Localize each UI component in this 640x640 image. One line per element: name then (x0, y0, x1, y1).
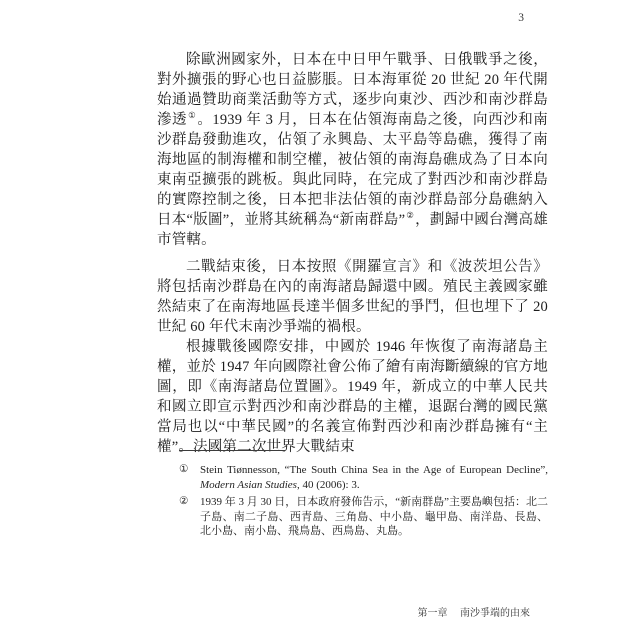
footnote-marker: ① (179, 464, 189, 475)
page-number: 3 (518, 12, 524, 24)
running-footer (418, 604, 531, 619)
body-paragraph: 根據戰後國際安排，中國於 1946 年恢復了南海諸島主權，並於 1947 年向國際社會公佈了繪有南海斷續線的官方地圖，即《南海諸島位置圖》。1949 年，新成立的中華人民共和國立即宣示對西沙和南沙群島的主權，退踞台灣的國民黨當局也以“中華民國”的名義宣佈對西沙和南沙群島擁有“主權”。法國第二次世界大戰結束 (157, 339, 548, 455)
footnote-item (179, 495, 548, 539)
footnote-marker: ② (179, 496, 189, 507)
body-text-block (157, 50, 548, 457)
footnote-text: Stein Tiønnesson, “The South China Sea in the Age of European Decline”, Modern Asian Studies, 40 (2006): 3. (200, 464, 548, 491)
footnotes-block (179, 450, 548, 542)
body-paragraph: 除歐洲國家外，日本在中日甲午戰爭、日俄戰爭之後，對外擴張的野心也日益膨脹。日本海軍從 20 世紀 20 年代開始通過贊助商業活動等方式，逐步向東沙、西沙和南沙群島滲透①。1939 年 3 月，日本在佔領海南島之後，向西沙和南沙群島發動進攻，佔領了永興島、太平島等島礁，獲得了南海地區的制海權和制空權，被佔領的南海島礁成為了日本向東南亞擴張的跳板。與此同時，在完成了對西沙和南沙群島的實際控制之後，日本把非法佔領的南沙群島部分島礁納入日本“版圖”，並將其統稱為“新南群島”②，劃歸中國台灣高雄市管轄。 (157, 52, 548, 248)
footnote-item (179, 463, 548, 492)
footer-chapter-label: 第一章 (417, 608, 448, 619)
footnote-separator-rule (179, 450, 285, 451)
body-paragraph: 二戰結束後，日本按照《開羅宣言》和《波茨坦公告》將包括南沙群島在內的南海諸島歸還中國。殖民主義國家雖然結束了在南海地區長達半個多世紀的爭鬥，但也埋下了 20 世紀 60 年代末南沙爭端的禍根。 (157, 259, 548, 335)
footnote-text: 1939 年 3 月 30 日，日本政府發佈告示，“新南群島”主要島嶼包括：北二子島、南二子島、西青島、三角島、中小島、龜甲島、南洋島、長島、北小島、南小島、飛鳥島、西鳥島、丸島。 (200, 496, 549, 537)
footer-chapter-title: 南沙爭端的由來 (460, 608, 530, 619)
